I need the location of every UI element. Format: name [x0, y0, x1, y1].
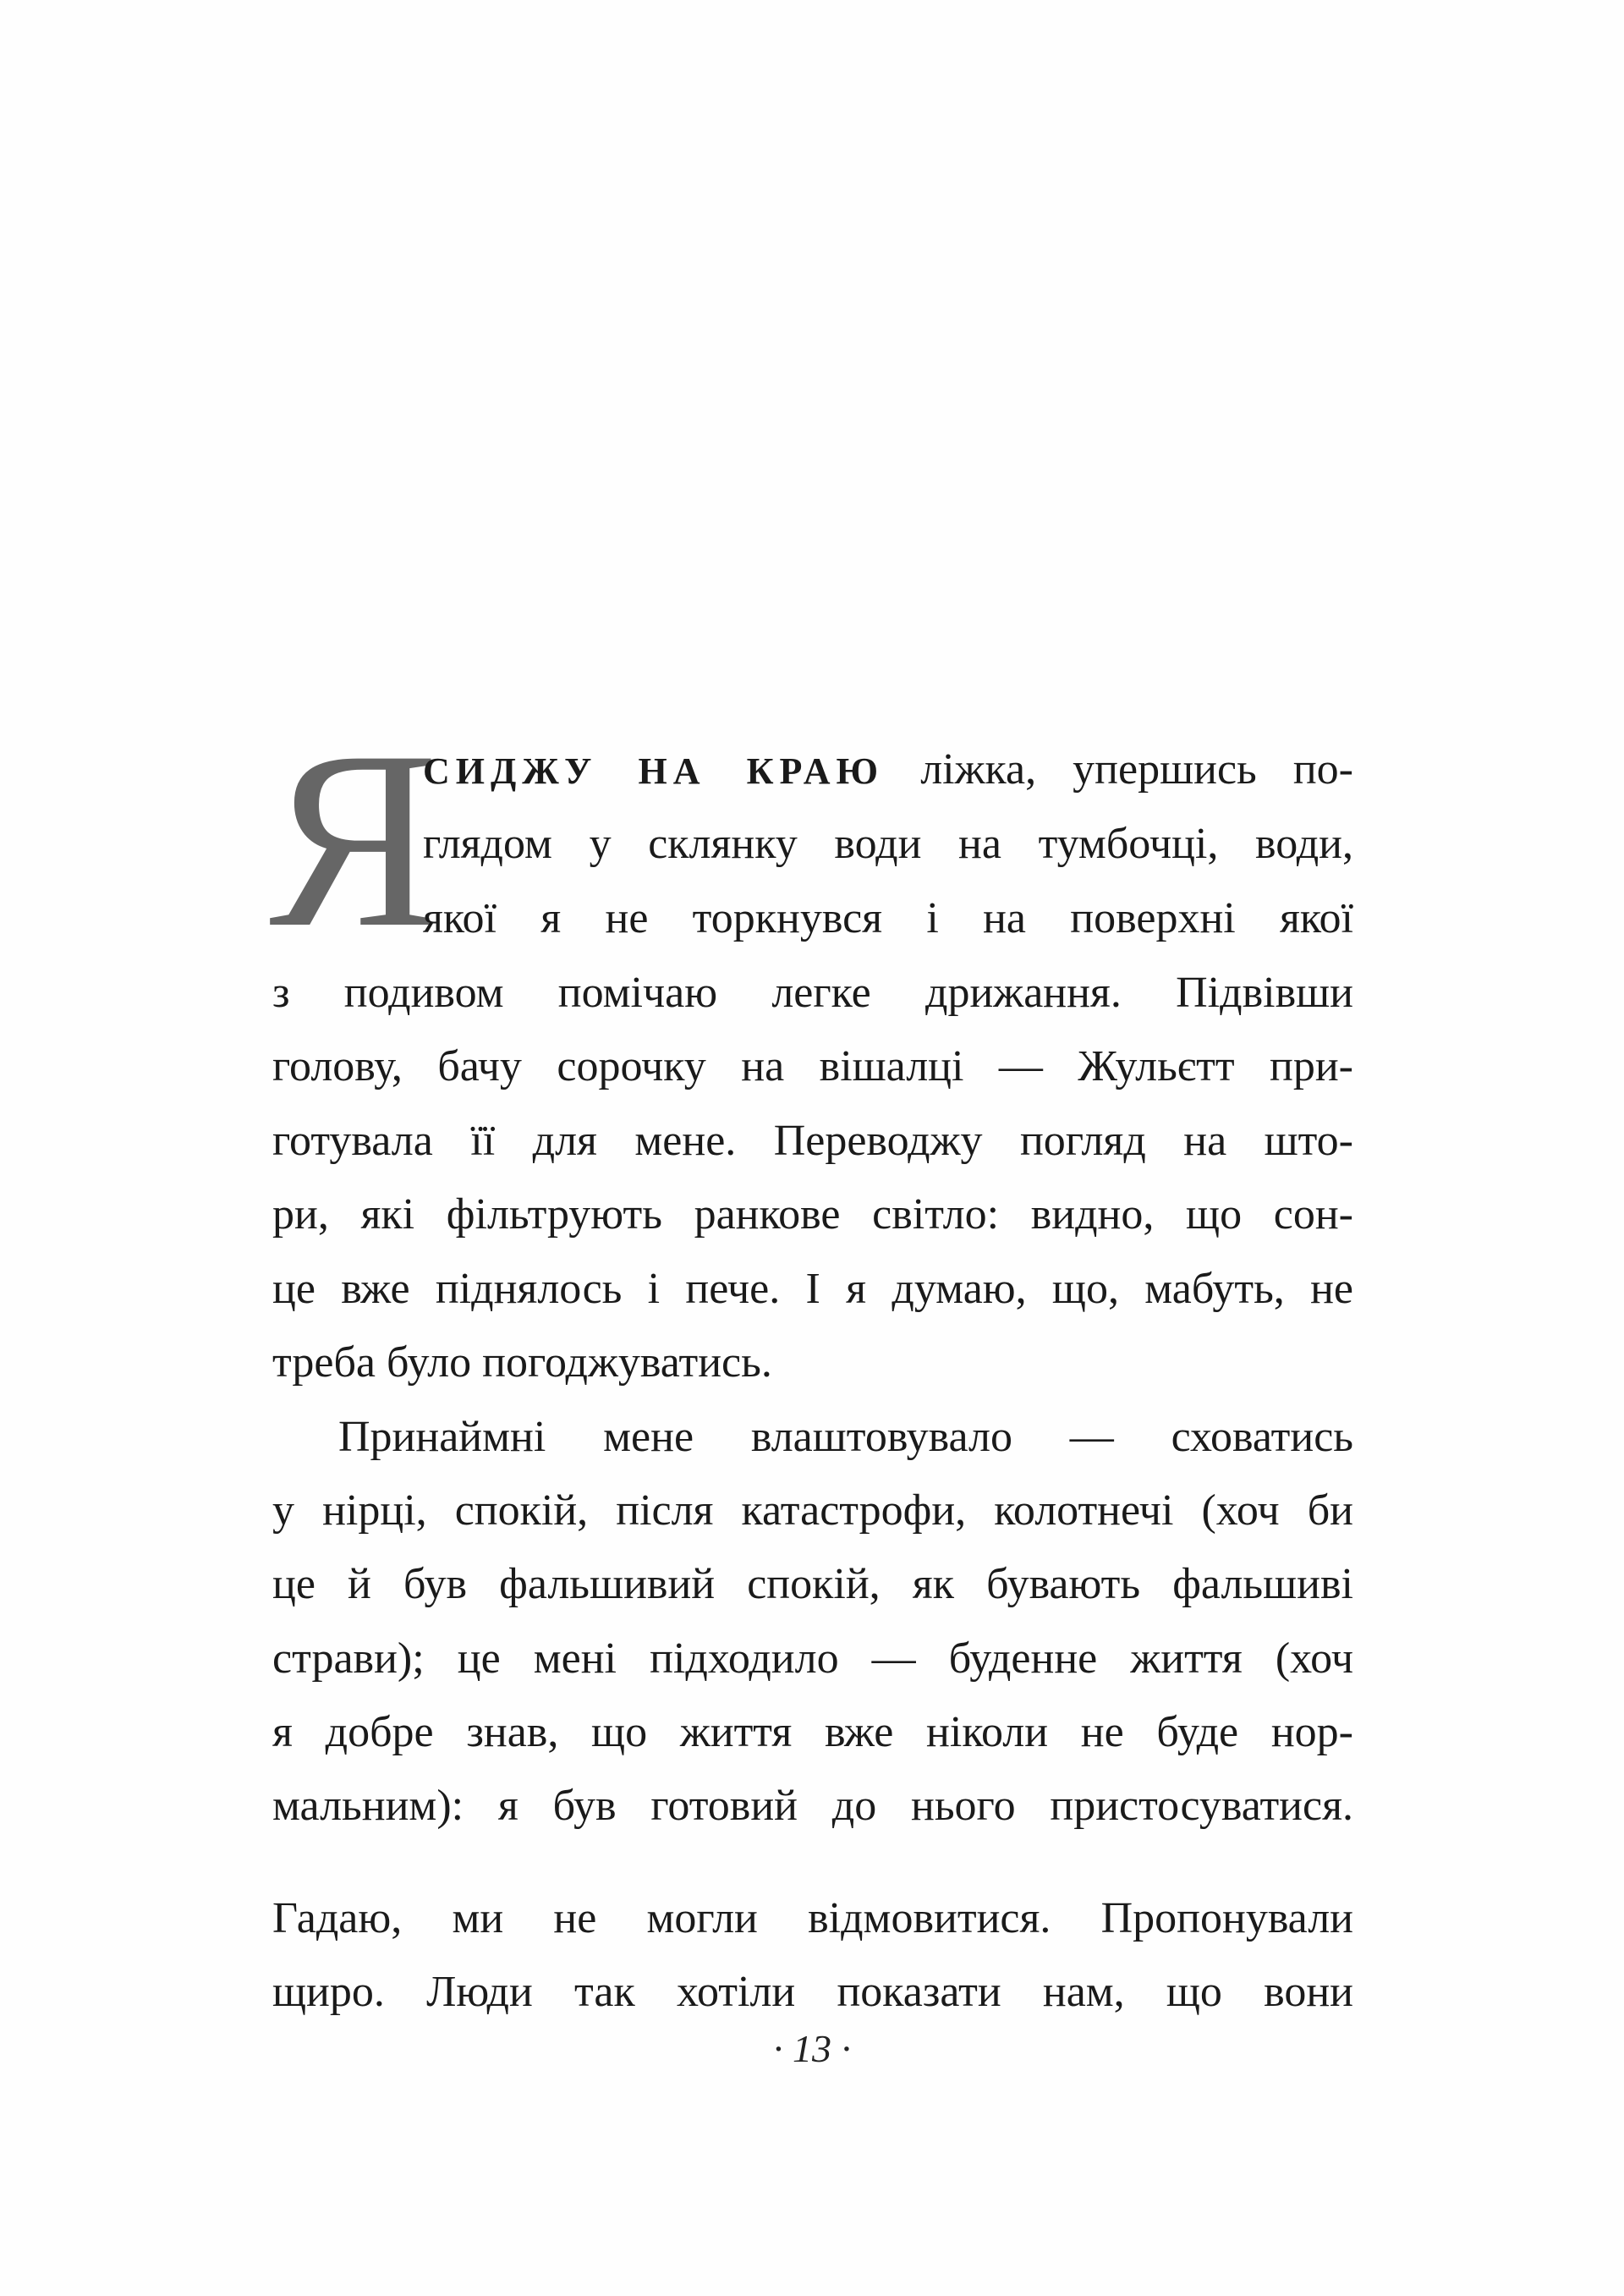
- text-line: голову, бачу сорочку на вішалці — Жульєтт при-: [272, 1042, 1353, 1090]
- text-line: у нірці, спокій, після катастрофи, колотнечі (хоч би: [272, 1486, 1353, 1535]
- text-line: якої я не торкнувся і на поверхні якої: [423, 894, 1353, 942]
- text-line: Гадаю, ми не могли відмовитися. Пропонували: [272, 1894, 1353, 1942]
- text-line: Принаймні мене влаштовувало — сховатись: [338, 1413, 1353, 1461]
- text-line: це й був фальшивий спокій, як бувають фальшиві: [272, 1560, 1353, 1608]
- page-number: · 13 ·: [773, 2027, 851, 2070]
- text-line: це вже піднялось і пече. І я думаю, що, мабуть, не: [272, 1265, 1353, 1313]
- text-fragment: ліжка, упершись по-: [884, 745, 1353, 794]
- text-line: страви); це мені підходило — буденне життя (хоч: [272, 1634, 1353, 1683]
- opening-smallcaps: СИДЖУ НА КРАЮ: [423, 750, 885, 792]
- text-line: [423, 744, 1353, 797]
- text-line: з подивом помічаю легке дрижання. Підвівши: [272, 969, 1353, 1017]
- text-line: готувала її для мене. Переводжу погляд на што-: [272, 1117, 1353, 1165]
- text-line: мальним): я був готовий до нього пристосуватися.: [272, 1782, 1353, 1830]
- text-line: я добре знав, що життя вже ніколи не буде нор-: [272, 1708, 1353, 1756]
- drop-cap: Я: [269, 699, 439, 980]
- text-line: щиро. Люди так хотіли показати нам, що вони: [272, 1968, 1353, 2016]
- text-line: ри, які фільтрують ранкове світло: видно, що сон-: [272, 1190, 1353, 1239]
- text-line: глядом у склянку води на тумбочці, води,: [423, 820, 1353, 868]
- text-line: треба було погоджуватись.: [272, 1338, 772, 1387]
